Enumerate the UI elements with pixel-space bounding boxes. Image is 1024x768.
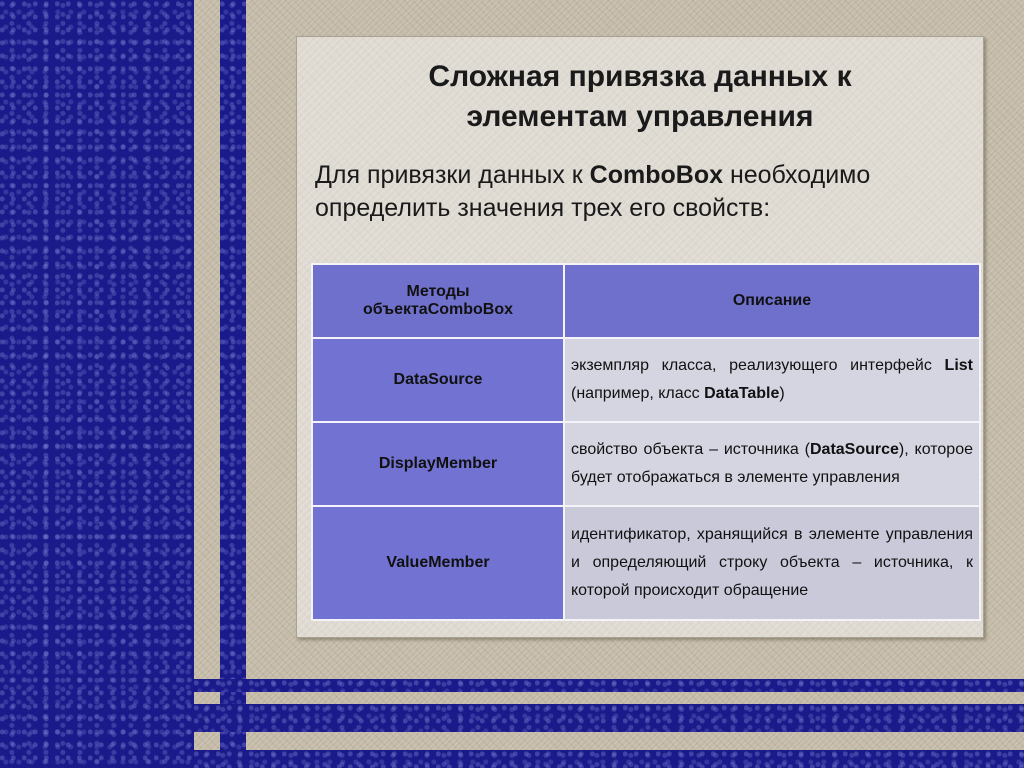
table-header-row [312, 264, 980, 338]
intro-text [315, 159, 975, 225]
header-methods [312, 264, 564, 338]
intro-combobox: ComboBox [589, 161, 723, 189]
property-name: DisplayMember [312, 422, 564, 506]
desc-text: экземпляр класса, реализующего интерфейс [571, 357, 945, 374]
property-description: идентификатор, хранящийся в элементе управления и определяющий строку объекта – источника, к которой происходит обращение [564, 506, 980, 620]
desc-text: (например, класс [571, 385, 705, 402]
table-row [312, 422, 980, 506]
intro-part-1: Для привязки данных к [315, 161, 590, 189]
desc-text: свойство объекта – источника ( [571, 441, 810, 458]
navy-left-band [0, 0, 194, 768]
desc-bold: DataSource [809, 441, 899, 458]
navy-horizontal-stripe-1 [194, 679, 1024, 692]
desc-text: ) [779, 385, 785, 402]
slide-title [297, 57, 983, 137]
header-description: Описание [564, 264, 980, 338]
header-methods-line-1: Методы [406, 283, 470, 300]
header-methods-line-2: объектаComboBox [362, 301, 514, 318]
property-name: ValueMember [312, 506, 564, 620]
property-description [564, 422, 980, 506]
properties-table [311, 263, 981, 621]
desc-text: ), которое будет отображаться в элементе управления [571, 441, 973, 486]
navy-horizontal-stripe-2 [194, 704, 1024, 732]
content-panel [296, 36, 984, 638]
navy-horizontal-stripe-3 [194, 750, 1024, 768]
property-name: DataSource [312, 338, 564, 422]
desc-bold: List [944, 357, 973, 374]
navy-vertical-stripe [220, 0, 246, 768]
title-line-1: Сложная привязка данных к [428, 60, 852, 93]
table-row [312, 338, 980, 422]
desc-bold: DataTable [704, 385, 780, 402]
table-row [312, 506, 980, 620]
intro-part-2: необходимо определить значения трех его свойств: [315, 161, 871, 222]
property-description [564, 338, 980, 422]
title-line-2: элементам управления [466, 100, 814, 133]
